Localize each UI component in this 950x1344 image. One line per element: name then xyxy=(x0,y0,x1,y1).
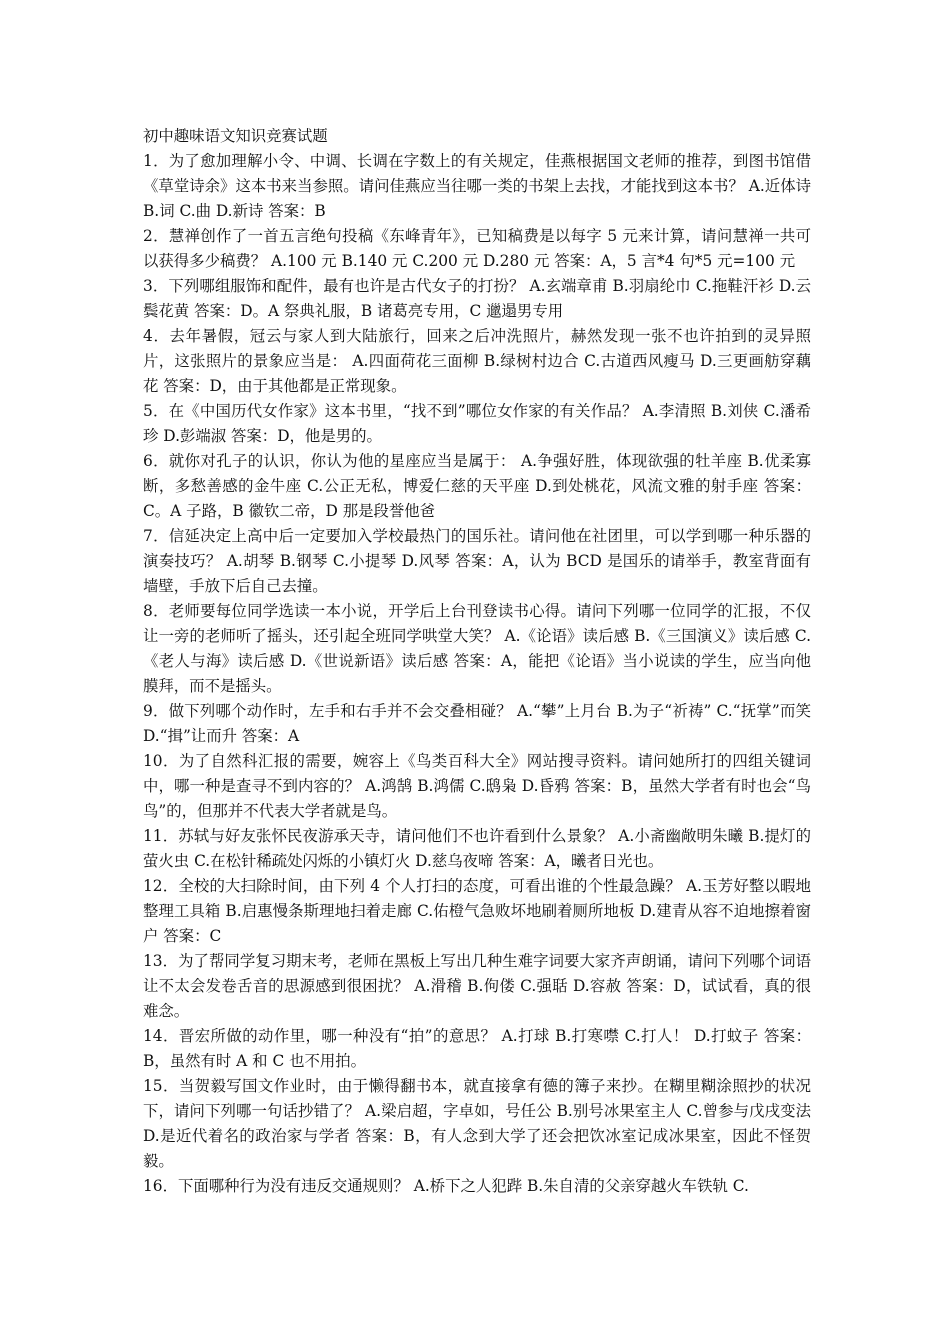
question-11: 11．苏轼与好友张怀民夜游承天寺，请问他们不也许看到什么景象？ A.小斋幽敞明朱曦 B.提灯的萤火虫 C.在松针稀疏处闪烁的小镇灯火 D.慈乌夜啼 答案：A，曦者日光也。 xyxy=(143,827,811,870)
question-7: 7．信延决定上高中后一定要加入学校最热门的国乐社。请问他在社团里，可以学到哪一种乐器的演奏技巧？ A.胡琴 B.钢琴 C.小提琴 D.风琴 答案：A，认为 BCD 是国乐的请举手，教室背面有墙壁，手放下后自己去撞。 xyxy=(143,527,811,595)
question-9: 9．做下列哪个动作时，左手和右手并不会交叠相碰？ A.“攀”上月台 B.为子“祈祷” C.“抚掌”而笑 D.“揖”让而升 答案：A xyxy=(143,702,811,745)
question-5: 5．在《中国历代女作家》这本书里，“找不到”哪位女作家的有关作品？ A.李清照 B.刘侠 C.潘希珍 D.彭端淑 答案：D，他是男的。 xyxy=(143,402,811,445)
question-12: 12．全校的大扫除时间，由下列 4 个人打扫的态度，可看出谁的个性最急躁？ A.玉芳好整以暇地整理工具箱 B.启惠慢条斯理地扫着走廊 C.佑橙气急败坏地刷着厕所地板 D.建青从容不迫地擦着窗户 答案：C xyxy=(143,877,811,945)
question-1: 1．为了愈加理解小令、中调、长调在字数上的有关规定，佳燕根据国文老师的推荐，到图书馆借《草堂诗余》这本书来当参照。请问佳燕应当往哪一类的书架上去找，才能找到这本书？ A.近体诗 B.词 C.曲 D.新诗 答案：B xyxy=(143,152,811,220)
document-title: 初中趣味语文知识竞赛试题 xyxy=(143,127,328,145)
question-16: 16．下面哪种行为没有违反交通规则？ A.桥下之人犯跸 B.朱自清的父亲穿越火车铁轨 C. xyxy=(143,1177,749,1195)
question-3: 3．下列哪组服饰和配件，最有也许是古代女子的打扮？ A.玄端章甫 B.羽扇纶巾 C.拖鞋汗衫 D.云鬓花黄 答案：D。A 祭典礼服，B 诸葛亮专用，C 邋遢男专用 xyxy=(143,277,811,320)
document-body xyxy=(143,124,811,1199)
question-4: 4．去年暑假，冠云与家人到大陆旅行，回来之后冲洗照片，赫然发现一张不也许拍到的灵异照片，这张照片的景象应当是： A.四面荷花三面柳 B.绿树村边合 C.古道西风瘦马 D.三更画舫穿藕花 答案：D，由于其他都是正常现象。 xyxy=(143,327,811,395)
question-10: 10．为了自然科汇报的需要，婉容上《鸟类百科大全》网站搜寻资料。请问她所打的四组关键词中，哪一种是查寻不到内容的？ A.鸿鹄 B.鸿儒 C.鸱枭 D.昏鸦 答案：B，虽然大学者有时也会“鸟鸟”的，但那并不代表大学者就是鸟。 xyxy=(143,752,811,820)
question-13: 13．为了帮同学复习期末考，老师在黑板上写出几种生难字词要大家齐声朗诵，请问下列哪个词语让不太会发卷舌音的思源感到很困扰？ A.滑稽 B.佝偻 C.强聒 D.容赦 答案：D，试试看，真的很难念。 xyxy=(143,952,811,1020)
question-2: 2．慧禅创作了一首五言绝句投稿《东峰青年》，已知稿费是以每字 5 元来计算，请问慧禅一共可以获得多少稿费？ A.100 元 B.140 元 C.200 元 D.280 元 答案：A，5 言*4 句*5 元=100 元 xyxy=(143,227,811,270)
question-14: 14．晋宏所做的动作里，哪一种没有“拍”的意思？ A.打球 B.打寒噤 C.打人！ D.打蚊子 答案：B，虽然有时 A 和 C 也不用拍。 xyxy=(143,1027,811,1070)
question-15: 15．当贺毅写国文作业时，由于懒得翻书本，就直接拿有德的簿子来抄。在糊里糊涂照抄的状况下，请问下列哪一句话抄错了？ A.梁启超，字卓如，号任公 B.别号冰果室主人 C.曾参与戊戌变法 D.是近代着名的政治家与学者 答案：B，有人念到大学了还会把饮冰室记成冰果室，因此不怪贺毅。 xyxy=(143,1077,811,1170)
question-6: 6．就你对孔子的认识，你认为他的星座应当是属于： A.争强好胜，体现欲强的牡羊座 B.优柔寡断，多愁善感的金牛座 C.公正无私，博爱仁慈的天平座 D.到处桃花，风流文雅的射手座 答案：C。A 子路，B 徽钦二帝，D 那是段誉他爸 xyxy=(143,452,811,520)
question-8: 8．老师要每位同学选读一本小说，开学后上台刊登读书心得。请问下列哪一位同学的汇报，不仅让一旁的老师听了摇头，还引起全班同学哄堂大笑？ A.《论语》读后感 B.《三国演义》读后感 C.《老人与海》读后感 D.《世说新语》读后感 答案：A，能把《论语》当小说读的学生，应当向他膜拜，而不是摇头。 xyxy=(143,602,811,695)
